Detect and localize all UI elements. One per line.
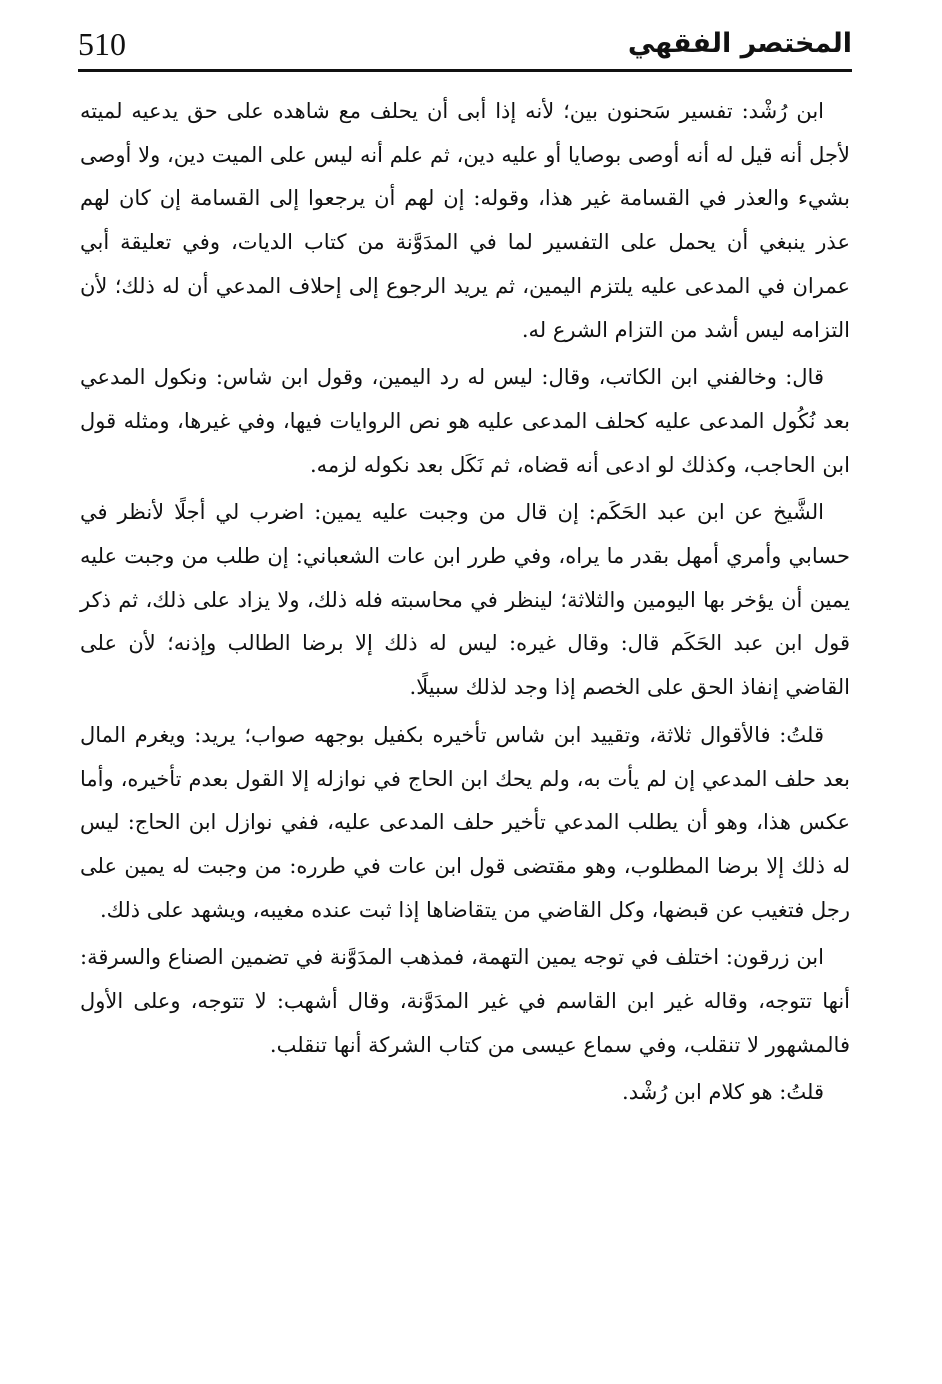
header-rule (78, 69, 852, 72)
paragraph: ابن زرقون: اختلف في توجه يمين التهمة، فمذهب المدَوَّنة في تضمين الصناع والسرقة: أنها تتوجه، وقاله غير ابن القاسم في غير المدَوَّنة، وقال أشهب: لا تتوجه، وعلى الأول فالمشهور لا تنقلب، وفي سماع عيسى من كتاب الشركة أنها تنقلب. (80, 945, 850, 1057)
page-header (78, 22, 852, 70)
page-number: 510 (78, 26, 126, 62)
paragraph: ابن رُشْد: تفسير سَحنون بين؛ لأنه إذا أبى أن يحلف مع شاهده على حق يدعيه لميته لأجل أنه قيل له أنه أوصى بوصايا أو عليه دين، ثم علم أنه ليس على الميت دين، ولا أوصى بشيء والعذر في القسامة غير هذا، وقوله: إن لهم أن يرجعوا إلى القسامة إن كان لهم عذر ينبغي أن يحمل على التفسير لما في المدَوَّنة من كتاب الديات، وفي تعليقة أبي عمران في المدعى عليه يلتزم اليمين، ثم يريد الرجوع إلى إحلاف المدعي أن له ذلك؛ لأن التزامه ليس أشد من التزام الشرع له. (80, 99, 850, 342)
paragraph: قلتُ: فالأقوال ثلاثة، وتقييد ابن شاس تأخيره بكفيل بوجهه صواب؛ يريد: ويغرم المال بعد حلف المدعي إن لم يأت به، ولم يحك ابن الحاج في نوازله إلا القول بعدم تأخيره، وأما عكس هذا، وهو أن يطلب المدعي تأخير حلف المدعى عليه، ففي نوازل ابن الحاج: ليس له ذلك إلا برضا المطلوب، وهو مقتضى قول ابن عات في طرره: من وجبت له يمين على رجل فتغيب عن قبضها، وكل القاضي من يتقاضاها إذا ثبت عنده مغيبه، ويشهد على ذلك. (80, 722, 850, 922)
running-title: المختصر الفقهي (627, 28, 852, 59)
paragraph: قال: وخالفني ابن الكاتب، وقال: ليس له رد اليمين، وقول ابن شاس: ونكول المدعي بعد نُكُول المدعى عليه كحلف المدعى عليه هو نص الروايات فيها، وفي غيرها، ومثله قول ابن الحاجب، وكذلك لو ادعى أنه قضاه، ثم نَكَل بعد نكوله لزمه. (80, 365, 850, 477)
paragraph: قلتُ: هو كلام ابن رُشْد. (622, 1080, 824, 1105)
page-body (80, 90, 850, 1119)
paragraph: الشَّيخ عن ابن عبد الحَكَم: إن قال من وجبت عليه يمين: اضرب لي أجلًا لأنظر في حسابي وأمري أمهل بقدر ما يراه، وفي طرر ابن عات الشعباني: إن طلب من وجبت عليه يمين أن يؤخر بها اليومين والثلاثة؛ لينظر في محاسبته فله ذلك، ولا يزاد على ذلك، ثم ذكر قول ابن عبد الحَكَم قال: وقال غيره: ليس له ذلك إلا برضا الطالب وإذنه؛ لأن على القاضي إنفاذ الحق على الخصم إذا وجد لذلك سبيلًا. (80, 500, 851, 700)
